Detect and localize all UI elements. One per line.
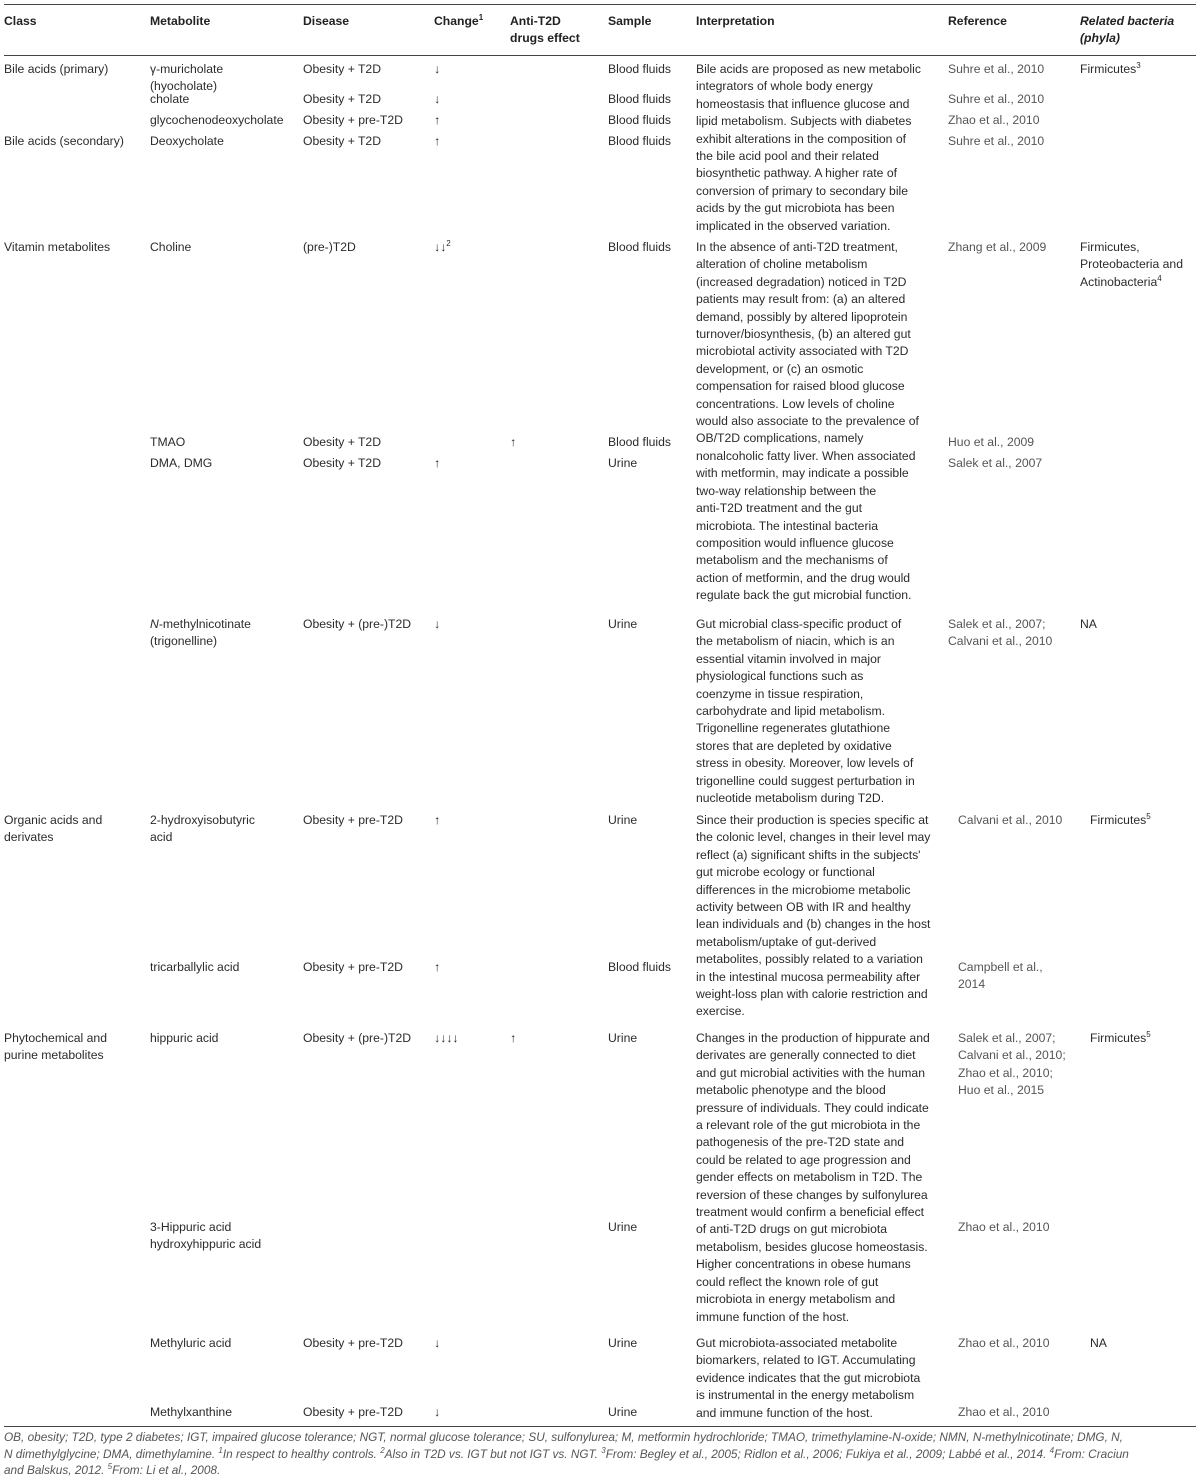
cell-ref: Suhre et al., 2010 xyxy=(948,92,1045,106)
cell-sample: Blood fluids xyxy=(608,92,672,106)
cell-ref: Calvani et al., 2010 xyxy=(958,813,1063,827)
cell-disease: Obesity + T2D xyxy=(303,456,382,470)
cell-drugs: ↑ xyxy=(510,1031,517,1045)
column-header-change: Change$^1$ xyxy=(434,13,484,28)
cell-ref: Suhre et al., 2010 xyxy=(948,134,1045,148)
cell-change: ↓↓$^2$ xyxy=(434,239,451,254)
cell-sample: Blood fluids xyxy=(608,134,672,148)
cell-bact: Firmicutes$^5$ xyxy=(1090,812,1151,827)
cell-disease: Obesity + T2D xyxy=(303,92,382,106)
cell-bact: Firmicutes$^3$ xyxy=(1080,61,1141,76)
cell-disease: Obesity + T2D xyxy=(303,134,382,148)
cell-disease: (pre-)T2D xyxy=(303,240,356,254)
cell-sample: Urine xyxy=(608,813,638,827)
table-footnote xyxy=(4,1429,1194,1479)
table-top-rule xyxy=(4,4,1196,5)
cell-metabolite: 2-hydroxyisobutyric acid xyxy=(150,813,255,845)
cell-disease: Obesity + pre-T2D xyxy=(303,960,403,974)
cell-metabolite: Methylxanthine xyxy=(150,1405,232,1419)
cell-sample: Blood fluids xyxy=(608,960,672,974)
cell-metabolite: γ-muricholate (hyocholate) xyxy=(150,62,224,94)
cell-disease: Obesity + (pre-)T2D xyxy=(303,1031,412,1045)
cell-interp: Gut microbiota-associated metabolite biomarkers, related to IGT. Accumulating evidence indicates that the gut microbiota is instrumental in the energy metabolism and immune function of the host. xyxy=(696,1336,921,1420)
cell-ref: Salek et al., 2007; Calvani et al., 2010; Zhao et al., 2010; Huo et al., 2015 xyxy=(958,1031,1066,1098)
cell-change: ↓ xyxy=(434,617,441,631)
footnote-line-2: N dimethylglycine; DMA, dimethylamine. $^1$In respect to healthy controls. $^2$Also in T2D vs. IGT but not IGT vs. NGT. $^3$From: Begley et al., 2005; Ridlon et al., 2006; Fukiya et al., 2009; Labbé et al., 2014. $^4$From: Craciun xyxy=(4,1445,1129,1461)
column-header-disease: Disease xyxy=(303,14,350,28)
cell-sample: Urine xyxy=(608,1220,638,1234)
cell-change: ↑ xyxy=(434,113,441,127)
footnote-line-1: OB, obesity; T2D, type 2 diabetes; IGT, impaired glucose tolerance; NGT, normal glucose tolerance; SU, sulfonylurea; M, metformin hydrochloride; TMAO, trimethylamine-N-oxide; NMN, N-methylnicotinate; DMG, N, xyxy=(4,1430,1123,1444)
cell-bact: Firmicutes$^5$ xyxy=(1090,1030,1151,1045)
column-header-bact: Related bacteria (phyla) xyxy=(1080,14,1175,46)
cell-metabolite: TMAO xyxy=(150,435,186,449)
cell-disease: Obesity + T2D xyxy=(303,62,382,76)
cell-bact: NA xyxy=(1080,617,1097,631)
cell-change: ↓ xyxy=(434,92,441,106)
cell-ref: Suhre et al., 2010 xyxy=(948,62,1045,76)
table-bottom-rule xyxy=(4,1426,1196,1427)
column-header-interp: Interpretation xyxy=(696,14,775,28)
cell-ref: Zhao et al., 2010 xyxy=(958,1405,1050,1419)
column-header-class: Class xyxy=(4,14,37,28)
cell-change: ↓ xyxy=(434,1336,441,1350)
cell-sample: Blood fluids xyxy=(608,240,672,254)
cell-sample: Urine xyxy=(608,1031,638,1045)
cell-metabolite: Deoxycholate xyxy=(150,134,224,148)
cell-class: Organic acids and derivates xyxy=(4,813,103,845)
cell-metabolite: cholate xyxy=(150,92,190,106)
cell-bact: NA xyxy=(1090,1336,1107,1350)
cell-disease: Obesity + pre-T2D xyxy=(303,1336,403,1350)
cell-metabolite: Methyluric acid xyxy=(150,1336,232,1350)
cell-interp: Gut microbial class-specific product of the metabolism of niacin, which is an essential vitamin involved in major physiological functions such as coenzyme in tissue respiration, carbohydrate and lipid metabolism. Trigonelline regenerates glutathione stores that are depleted by oxidative stress in obesity. Moreover, low levels of trigonelline could suggest perturbation in nucleotide metabolism during T2D. xyxy=(696,617,915,806)
cell-sample: Urine xyxy=(608,456,638,470)
cell-interp: Bile acids are proposed as new metabolic integrators of whole body energy homeostasis that influence glucose and lipid metabolism. Subjects with diabetes exhibit alterations in the composition of the bile acid pool and their related biosynthetic pathway. A higher rate of conversion of primary to secondary bile acids by the gut microbiota has been implicated in the observed variation. xyxy=(696,62,921,233)
cell-change: ↑ xyxy=(434,813,441,827)
cell-disease: Obesity + pre-T2D xyxy=(303,813,403,827)
cell-change: ↑ xyxy=(434,456,441,470)
cell-disease: Obesity + (pre-)T2D xyxy=(303,617,412,631)
cell-ref: Campbell et al., 2014 xyxy=(958,960,1043,992)
cell-metabolite: glycochenodeoxycholate xyxy=(150,113,284,127)
cell-sample: Blood fluids xyxy=(608,435,672,449)
cell-disease: Obesity + pre-T2D xyxy=(303,113,403,127)
cell-class: Phytochemical and purine metabolites xyxy=(4,1031,107,1063)
cell-change: ↓↓↓↓ xyxy=(434,1031,459,1045)
cell-metabolite: DMA, DMG xyxy=(150,456,213,470)
column-header-ref: Reference xyxy=(948,14,1007,28)
cell-ref: Huo et al., 2009 xyxy=(948,435,1035,449)
cell-disease: Obesity + pre-T2D xyxy=(303,1405,403,1419)
cell-change: ↓ xyxy=(434,62,441,76)
cell-ref: Salek et al., 2007; Calvani et al., 2010 xyxy=(948,617,1053,649)
cell-ref: Zhao et al., 2010 xyxy=(958,1220,1050,1234)
cell-sample: Urine xyxy=(608,1336,638,1350)
cell-class: Bile acids (primary) xyxy=(4,62,109,76)
cell-disease: Obesity + T2D xyxy=(303,435,382,449)
cell-metabolite: N-methylnicotinate (trigonelline) xyxy=(150,617,251,649)
cell-ref: Zhang et al., 2009 xyxy=(948,240,1047,254)
header-rule xyxy=(4,55,1196,56)
cell-class: Bile acids (secondary) xyxy=(4,134,124,148)
cell-drugs: ↑ xyxy=(510,435,517,449)
column-header-sample: Sample xyxy=(608,14,652,28)
cell-metabolite: 3-Hippuric acid hydroxyhippuric acid xyxy=(150,1220,262,1252)
cell-class: Vitamin metabolites xyxy=(4,240,111,254)
cell-interp: In the absence of anti-T2D treatment, alteration of choline metabolism (increased degradation) noticed in T2D patients may result from: (a) an altered demand, possibly by altered lipoprotein turnover/biosynthesis, (b) an altered gut microbiotal activity associated with T2D development, or (c) an osmotic compensation for raised blood glucose concentrations. Low levels of choline would also associate to the prevalence of OB/T2D complications, namely nonalcoholic fatty liver. When associated with metformin, may indicate a possible two-way relationship between the anti-T2D treatment and the gut microbiota. The intestinal bacteria composition would influence glucose metabolism and the mechanisms of action of metformin, and the drug would regulate back the gut microbial function. xyxy=(696,240,919,603)
column-header-drugs: Anti-T2D drugs effect xyxy=(510,14,580,46)
cell-interp: Since their production is species specific at the colonic level, changes in their level may reflect (a) significant shifts in the subjects' gut microbe ecology or functional differences in the microbiome metabolic activity between OB with IR and healthy lean individuals and (b) changes in the host metabolism/uptake of gut-derived metabolites, possibly related to a variation in the intestinal mucosa permeability after weight-loss plan with calorie restriction and exercise. xyxy=(696,813,931,1019)
cell-metabolite: tricarballylic acid xyxy=(150,960,240,974)
cell-ref: Zhao et al., 2010 xyxy=(948,113,1040,127)
cell-metabolite: hippuric acid xyxy=(150,1031,219,1045)
footnote-line-3: and Balskus, 2012. $^5$From: Li et al., 2008. xyxy=(4,1462,221,1478)
column-header-metabolite: Metabolite xyxy=(150,14,211,28)
cell-sample: Urine xyxy=(608,1405,638,1419)
cell-change: ↑ xyxy=(434,960,441,974)
cell-metabolite: Choline xyxy=(150,240,192,254)
cell-change: ↓ xyxy=(434,1405,441,1419)
cell-bact: Firmicutes, Proteobacteria and Actinobacteria$^4$ xyxy=(1080,240,1183,289)
cell-sample: Blood fluids xyxy=(608,113,672,127)
cell-ref: Zhao et al., 2010 xyxy=(958,1336,1050,1350)
cell-interp: Changes in the production of hippurate and derivates are generally connected to diet and gut microbial activities with the human metabolic phenotype and the blood pressure of individuals. They could indicate a relevant role of the gut microbiota in the pathogenesis of the pre-T2D state and could be related to age progression and gender effects on metabolism in T2D. The reversion of these changes by sulfonylurea treatment would confirm a beneficial effect of anti-T2D drugs on gut microbiota metabolism, besides glucose homeostasis. Higher concentrations in obese humans could reflect the known role of gut microbiota in energy metabolism and immune function of the host. xyxy=(696,1031,930,1324)
cell-sample: Urine xyxy=(608,617,638,631)
cell-ref: Salek et al., 2007 xyxy=(948,456,1043,470)
cell-sample: Blood fluids xyxy=(608,62,672,76)
cell-change: ↑ xyxy=(434,134,441,148)
